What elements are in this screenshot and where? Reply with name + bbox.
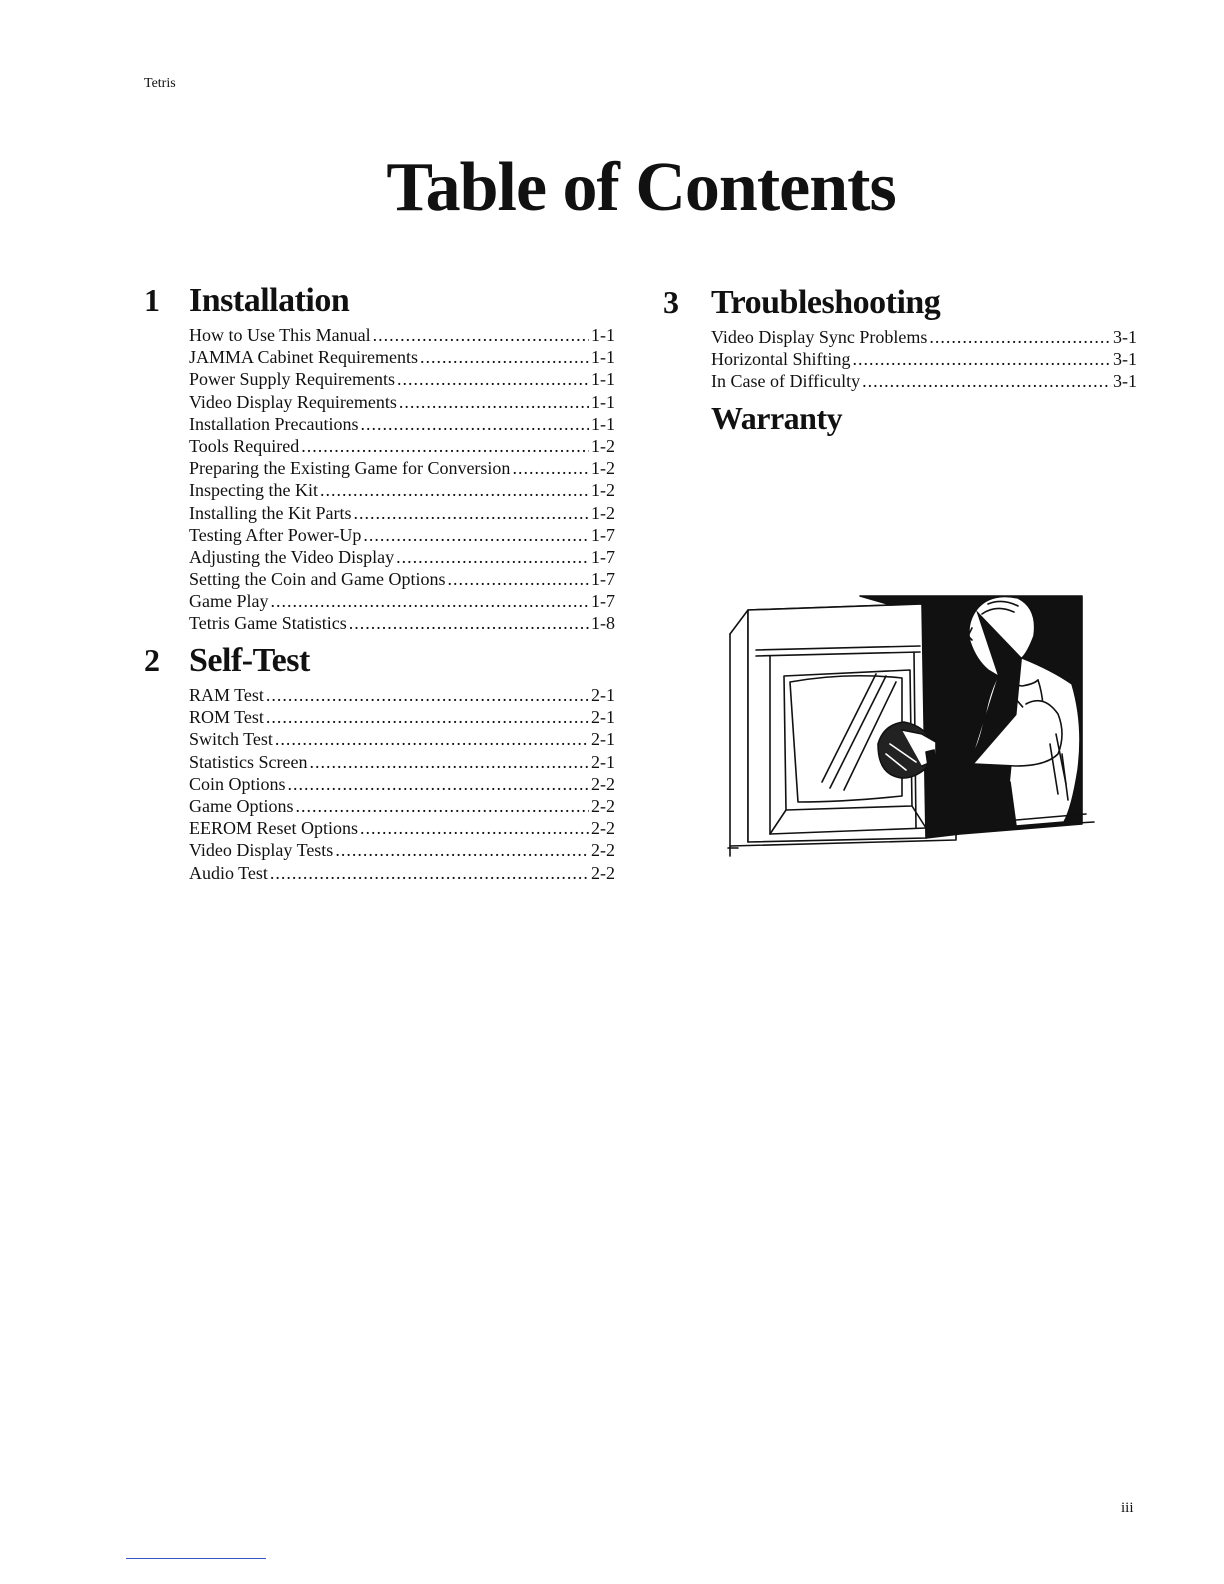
toc-entry[interactable] [189,435,615,457]
toc-entry-title: Inspecting the Kit [189,480,318,501]
toc-leader-dots [266,706,589,728]
toc-leader-dots [373,324,589,346]
toc-entry-page: 2-2 [591,862,615,883]
section-title: Self-Test [189,642,310,679]
toc-entry[interactable] [711,348,1137,370]
toc-leader-dots [270,590,589,612]
toc-entry[interactable] [189,391,615,413]
toc-entry-title: Setting the Coin and Game Options [189,569,446,590]
toc-entry[interactable] [189,773,615,795]
footer-rule [126,1558,266,1559]
toc-entry-title: Coin Options [189,773,286,794]
toc-leader-dots [309,751,589,773]
toc-entry-title: Video Display Sync Problems [711,327,928,347]
toc-entry[interactable] [189,612,615,634]
toc-entry-page: 1-1 [591,369,615,390]
toc-list [189,684,615,884]
toc-entry-page: 1-7 [591,591,615,612]
toc-entry-page: 2-1 [591,707,615,728]
toc-entry-page: 1-1 [591,325,615,345]
toc-list [189,324,615,635]
toc-entry-page: 2-2 [591,818,615,839]
toc-leader-dots [360,817,589,839]
toc-entry[interactable] [189,546,615,568]
toc-leader-dots [363,524,589,546]
toc-entry-page: 2-1 [591,685,615,705]
toc-entry-title: JAMMA Cabinet Requirements [189,347,418,368]
toc-entry-page: 1-1 [591,413,615,434]
toc-entry[interactable] [189,862,615,884]
toc-leader-dots [399,391,589,413]
running-head: Tetris [144,76,176,91]
toc-leader-dots [301,435,589,457]
section-number: 2 [144,642,160,678]
toc-entry[interactable] [189,795,615,817]
toc-entry-page: 2-1 [591,751,615,772]
toc-entry-title: Preparing the Existing Game for Conversion [189,458,511,479]
toc-entry-page: 1-8 [591,613,615,634]
toc-entry-title: EEROM Reset Options [189,818,358,839]
toc-leader-dots [270,862,589,884]
toc-leader-dots [353,502,589,524]
toc-entry-title: In Case of Difficulty [711,371,861,392]
toc-entry[interactable] [189,751,615,773]
toc-entry[interactable] [189,590,615,612]
section-number: 3 [663,284,679,320]
toc-entry-page: 1-7 [591,569,615,590]
toc-entry[interactable] [189,706,615,728]
toc-entry-title: Tetris Game Statistics [189,613,347,634]
toc-leader-dots [862,370,1111,392]
toc-entry-title: Game Play [189,591,269,612]
toc-entry-page: 2-2 [591,773,615,794]
toc-entry-title: How to Use This Manual [189,325,371,345]
toc-entry[interactable] [189,479,615,501]
toc-entry-page: 1-2 [591,458,615,479]
toc-entry-page: 1-1 [591,347,615,368]
toc-entry-page: 1-2 [591,480,615,501]
toc-leader-dots [852,348,1111,370]
toc-list [711,326,1137,393]
toc-entry[interactable] [189,568,615,590]
toc-entry[interactable] [711,326,1137,348]
toc-entry-title: Testing After Power-Up [189,524,362,545]
section-title: Installation [189,282,350,319]
toc-leader-dots [275,728,589,750]
toc-entry-page: 1-1 [591,391,615,412]
toc-leader-dots [295,795,589,817]
toc-leader-dots [349,612,589,634]
warranty-heading: Warranty [711,400,843,436]
toc-entry-title: Statistics Screen [189,751,308,772]
section-troubleshooting [663,284,1137,393]
section-self-test [144,642,615,884]
toc-leader-dots [320,479,589,501]
toc-leader-dots [335,839,589,861]
toc-entry[interactable] [189,728,615,750]
toc-entry-title: RAM Test [189,685,264,705]
section-heading [144,642,615,684]
toc-entry-title: Video Display Tests [189,840,334,861]
toc-entry[interactable] [189,457,615,479]
toc-entry[interactable] [189,368,615,390]
toc-leader-dots [929,326,1111,348]
toc-leader-dots [447,568,589,590]
toc-entry[interactable] [189,684,615,706]
toc-entry-title: Tools Required [189,435,300,456]
toc-entry-title: Power Supply Requirements [189,369,395,390]
toc-entry-page: 1-7 [591,524,615,545]
section-installation [144,282,615,635]
toc-entry[interactable] [711,370,1137,392]
toc-leader-dots [288,773,589,795]
section-title: Troubleshooting [711,284,941,321]
toc-leader-dots [420,346,589,368]
toc-entry[interactable] [189,524,615,546]
toc-leader-dots [360,413,589,435]
toc-entry-page: 3-1 [1113,327,1137,347]
toc-leader-dots [396,546,589,568]
toc-entry-page: 2-1 [591,729,615,750]
toc-entry[interactable] [189,839,615,861]
toc-entry[interactable] [189,324,615,346]
section-heading [144,282,615,324]
toc-leader-dots [266,684,589,706]
toc-entry[interactable] [189,817,615,839]
section-number: 1 [144,282,160,318]
toc-entry-title: Audio Test [189,862,268,883]
toc-leader-dots [397,368,589,390]
section-heading [663,284,1137,326]
toc-entry-title: Horizontal Shifting [711,349,851,370]
toc-entry-title: Video Display Requirements [189,391,397,412]
toc-entry-title: Game Options [189,795,294,816]
toc-entry-page: 3-1 [1113,371,1137,392]
toc-entry[interactable] [189,413,615,435]
technician-cleaning-monitor-illustration [726,584,1098,858]
toc-entry-title: Installing the Kit Parts [189,502,352,523]
toc-entry-page: 2-2 [591,795,615,816]
toc-entry[interactable] [189,346,615,368]
toc-entry-page: 1-7 [591,546,615,567]
toc-entry-title: Installation Precautions [189,413,359,434]
toc-entry-page: 2-2 [591,840,615,861]
toc-entry-title: Adjusting the Video Display [189,546,395,567]
toc-entry-page: 3-1 [1113,349,1137,370]
toc-entry[interactable] [189,502,615,524]
toc-entry-page: 1-2 [591,502,615,523]
toc-entry-title: Switch Test [189,729,273,750]
toc-entry-title: ROM Test [189,707,264,728]
toc-leader-dots [512,457,589,479]
toc-entry-page: 1-2 [591,435,615,456]
page-number: iii [1121,1500,1134,1516]
page-title: Table of Contents [386,149,896,226]
